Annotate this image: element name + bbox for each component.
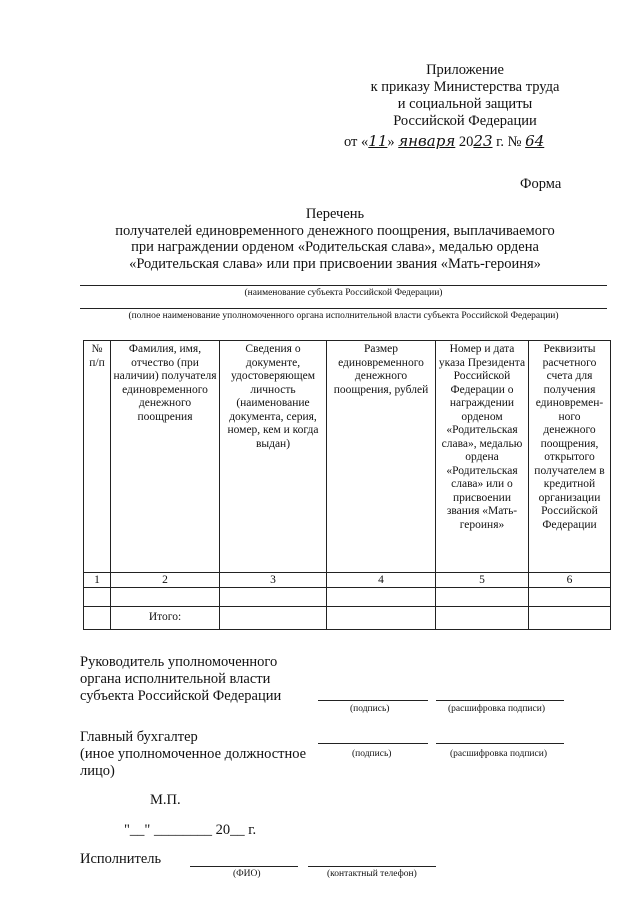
head-title-line: субъекта Российской Федерации	[80, 688, 282, 704]
fio-line	[190, 866, 298, 867]
table-cell	[220, 588, 327, 607]
date-line: "__" ________ 20__ г.	[124, 822, 257, 838]
appendix-line: Российской Федерации	[393, 113, 537, 129]
column-number: 3	[220, 573, 327, 588]
total-label: Итого:	[111, 607, 220, 630]
accountant-title-line: Главный бухгалтер	[80, 729, 198, 745]
accountant-title-line: лицо)	[80, 763, 115, 779]
executor-label: Исполнитель	[80, 851, 162, 867]
column-number: 4	[327, 573, 436, 588]
column-number: 6	[529, 573, 611, 588]
recipients-table	[83, 340, 611, 630]
header-cell: Реквизиты расчетного счета для получения единовремен-ного денежного поощрения, открытого получателем в кредитной организации Российской Федерации	[529, 341, 611, 573]
header-cell: Сведения о документе, удостоверяющем личность (наименование документа, серия, номер, кем и когда выдан)	[220, 341, 327, 573]
head-title-line: органа исполнительной власти	[80, 671, 271, 687]
order-number: 64	[525, 132, 545, 150]
order-mid: »	[387, 134, 395, 150]
title-line: при награждении орденом «Родительская слава», медалью ордена	[131, 239, 539, 255]
accountant-title	[80, 729, 306, 780]
order-year: 23	[473, 132, 493, 150]
table-cell	[84, 607, 111, 630]
accountant-signature-caption: (подпись)	[352, 749, 392, 759]
authority-name-caption: (полное наименование уполномоченного органа исполнительной власти субъекта Российской Федерации)	[128, 311, 559, 321]
order-prefix: от «	[344, 134, 369, 150]
accountant-title-line: (иное уполномоченное должностное	[80, 746, 307, 762]
column-number: 5	[436, 573, 529, 588]
table-row	[84, 588, 611, 607]
authority-name-line	[80, 308, 607, 309]
order-day: 11	[368, 132, 388, 150]
fio-caption: (ФИО)	[233, 869, 261, 879]
appendix-line: и социальной защиты	[397, 96, 533, 112]
table-cell	[84, 588, 111, 607]
head-decoding-caption: (расшифровка подписи)	[448, 704, 545, 714]
order-number-label: г. №	[496, 134, 522, 150]
header-cell: Номер и дата указа Президента Российской Федерации о награждении орденом «Родительская слава», медалью ордена «Родительская слава» или о присвоении звания «Мать-героиня»	[436, 341, 529, 573]
subject-name-caption: (наименование субъекта Российской Федерации)	[244, 288, 443, 298]
phone-line	[308, 866, 436, 867]
table-cell	[327, 607, 436, 630]
phone-caption: (контактный телефон)	[327, 869, 417, 879]
order-date-line	[344, 132, 544, 151]
title-line: получателей единовременного денежного поощрения, выплачиваемого	[115, 222, 555, 239]
table-cell	[111, 588, 220, 607]
header-cell: № п/п	[84, 341, 111, 573]
head-title-line: Руководитель уполномоченного	[80, 654, 278, 670]
column-number: 2	[111, 573, 220, 588]
document-title	[70, 206, 600, 272]
head-decoding-line	[436, 700, 564, 701]
head-signature-caption: (подпись)	[350, 704, 390, 714]
accountant-decoding-caption: (расшифровка подписи)	[450, 749, 547, 759]
appendix-block	[330, 62, 600, 130]
stamp-label: М.П.	[150, 792, 181, 808]
subject-name-line	[80, 285, 607, 286]
accountant-signature-line	[318, 743, 428, 744]
table-cell	[327, 588, 436, 607]
order-year-prefix: 20	[458, 134, 474, 150]
table-cell	[436, 588, 529, 607]
table-cell	[220, 607, 327, 630]
head-signature-line	[318, 700, 428, 701]
header-cell: Фамилия, имя, отчество (при наличии) получателя единовременного денежного поощрения	[111, 341, 220, 573]
table-cell	[529, 607, 611, 630]
appendix-line: к приказу Министерства труда	[370, 79, 560, 95]
column-number: 1	[84, 573, 111, 588]
form-label: Форма	[520, 176, 562, 192]
table-header-row	[84, 341, 611, 573]
column-number-row	[84, 573, 611, 588]
appendix-line: Приложение	[426, 62, 504, 78]
head-title	[80, 654, 281, 705]
table-cell	[436, 607, 529, 630]
order-month: января	[398, 132, 456, 150]
header-cell: Размер единовременного денежного поощрения, рублей	[327, 341, 436, 573]
accountant-decoding-line	[436, 743, 564, 744]
title-line: Перечень	[305, 206, 365, 222]
total-row	[84, 607, 611, 630]
table-cell	[529, 588, 611, 607]
title-line: «Родительская слава» или при присвоении звания «Мать-героиня»	[129, 255, 541, 272]
